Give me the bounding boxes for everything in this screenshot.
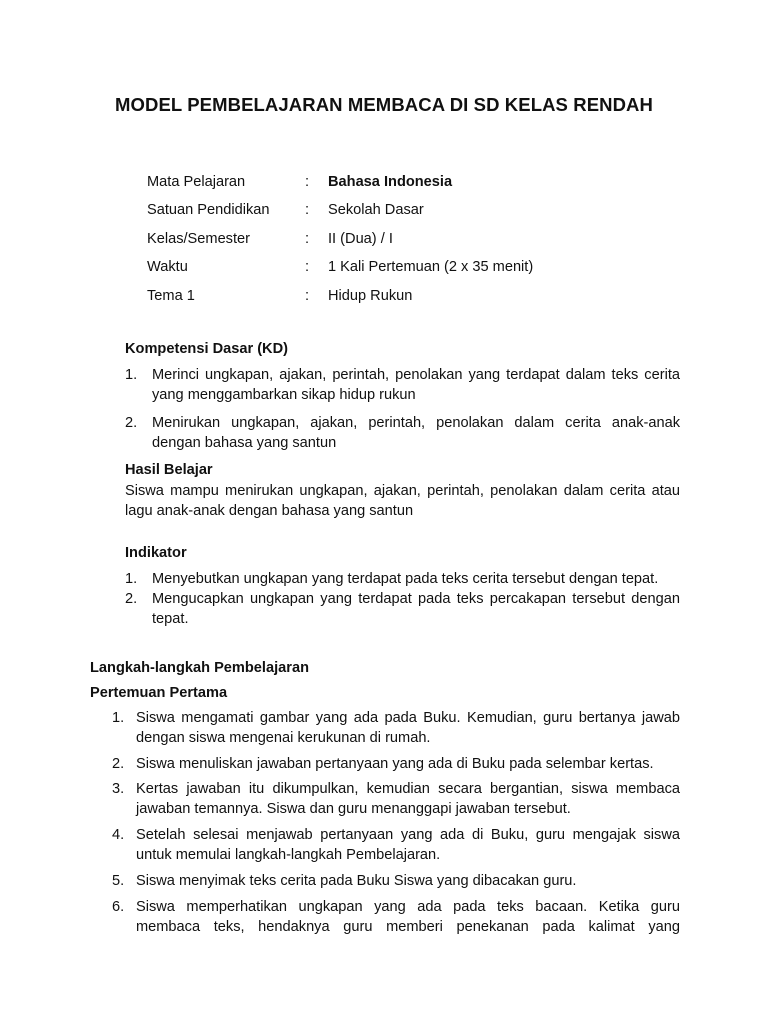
list-number: 2.: [112, 756, 125, 772]
list-number: 1.: [125, 571, 138, 587]
list-item: [112, 754, 680, 774]
list-text: Kertas jawaban itu dikumpulkan, kemudian secara bergantian, siswa membaca jawaban temannya. Siswa dan guru menanggapi jawaban tersebut.: [136, 781, 680, 817]
info-value: 1 Kali Pertemuan (2 x 35 menit): [328, 259, 534, 276]
list-text: Menyebutkan ungkapan yang terdapat pada teks cerita tersebut dengan tepat.: [152, 571, 659, 587]
indikator-list: [125, 569, 680, 629]
info-colon: :: [305, 230, 310, 247]
kd-heading: Kompetensi Dasar (KD): [125, 341, 288, 357]
list-number: 6.: [112, 899, 125, 915]
list-number: 4.: [112, 827, 125, 843]
list-number: 2.: [125, 591, 138, 607]
info-label: Kelas/Semester: [147, 230, 251, 247]
info-label: Waktu: [147, 259, 188, 276]
hasil-heading: Hasil Belajar: [125, 462, 213, 478]
list-item: [112, 897, 680, 937]
document-title: MODEL PEMBELAJARAN MEMBACA DI SD KELAS RENDAH: [115, 94, 653, 115]
list-number: 1.: [125, 367, 138, 383]
list-text: Merinci ungkapan, ajakan, perintah, penolakan yang terdapat dalam teks cerita yang menggambarkan sikap hidup rukun: [152, 367, 680, 403]
list-item: [125, 569, 680, 589]
info-value: II (Dua) / I: [328, 230, 393, 247]
list-text: Mengucapkan ungkapan yang terdapat pada teks percakapan tersebut dengan tepat.: [152, 591, 680, 627]
hasil-paragraph: Siswa mampu menirukan ungkapan, ajakan, perintah, penolakan dalam cerita atau lagu anak-anak dengan bahasa yang santun: [125, 483, 680, 519]
list-number: 2.: [125, 415, 138, 431]
info-value: Bahasa Indonesia: [328, 174, 453, 190]
list-text: Siswa menyimak teks cerita pada Buku Siswa yang dibacakan guru.: [136, 873, 577, 889]
info-label: Satuan Pendidikan: [147, 202, 270, 219]
list-item: [125, 413, 680, 453]
list-number: 5.: [112, 873, 125, 889]
list-item: [112, 825, 680, 865]
info-value: Sekolah Dasar: [328, 202, 424, 219]
info-value: Hidup Rukun: [328, 287, 413, 304]
list-text: Menirukan ungkapan, ajakan, perintah, penolakan dalam cerita anak-anak dengan bahasa yang santun: [152, 415, 680, 451]
pertemuan-subheading: Pertemuan Pertama: [90, 685, 228, 701]
info-colon: :: [305, 202, 310, 219]
info-colon: :: [305, 287, 310, 304]
list-text: Siswa memperhatikan ungkapan yang ada pada teks bacaan. Ketika guru membaca teks, hendaknya guru memberi penekanan pada kalimat yang: [136, 899, 680, 935]
list-number: 1.: [112, 710, 125, 726]
list-text: Setelah selesai menjawab pertanyaan yang ada di Buku, guru mengajak siswa untuk memulai langkah-langkah Pembelajaran.: [136, 827, 680, 863]
info-label: Mata Pelajaran: [147, 174, 246, 190]
list-item: [112, 779, 680, 819]
list-text: Siswa menuliskan jawaban pertanyaan yang ada di Buku pada selembar kertas.: [136, 756, 654, 772]
list-item: [112, 708, 680, 748]
langkah-heading: Langkah-langkah Pembelajaran: [90, 660, 309, 676]
langkah-list: [112, 708, 680, 937]
list-number: 3.: [112, 781, 125, 797]
list-item: [112, 871, 680, 891]
kd-list: [125, 365, 680, 453]
list-item: [125, 365, 680, 405]
info-label: Tema 1: [147, 287, 195, 304]
list-text: Siswa mengamati gambar yang ada pada Buku. Kemudian, guru bertanya jawab dengan siswa mengenai kerukunan di rumah.: [136, 710, 680, 746]
list-item: [125, 589, 680, 629]
indikator-heading: Indikator: [125, 545, 187, 561]
info-colon: :: [305, 174, 310, 190]
info-colon: :: [305, 259, 310, 276]
